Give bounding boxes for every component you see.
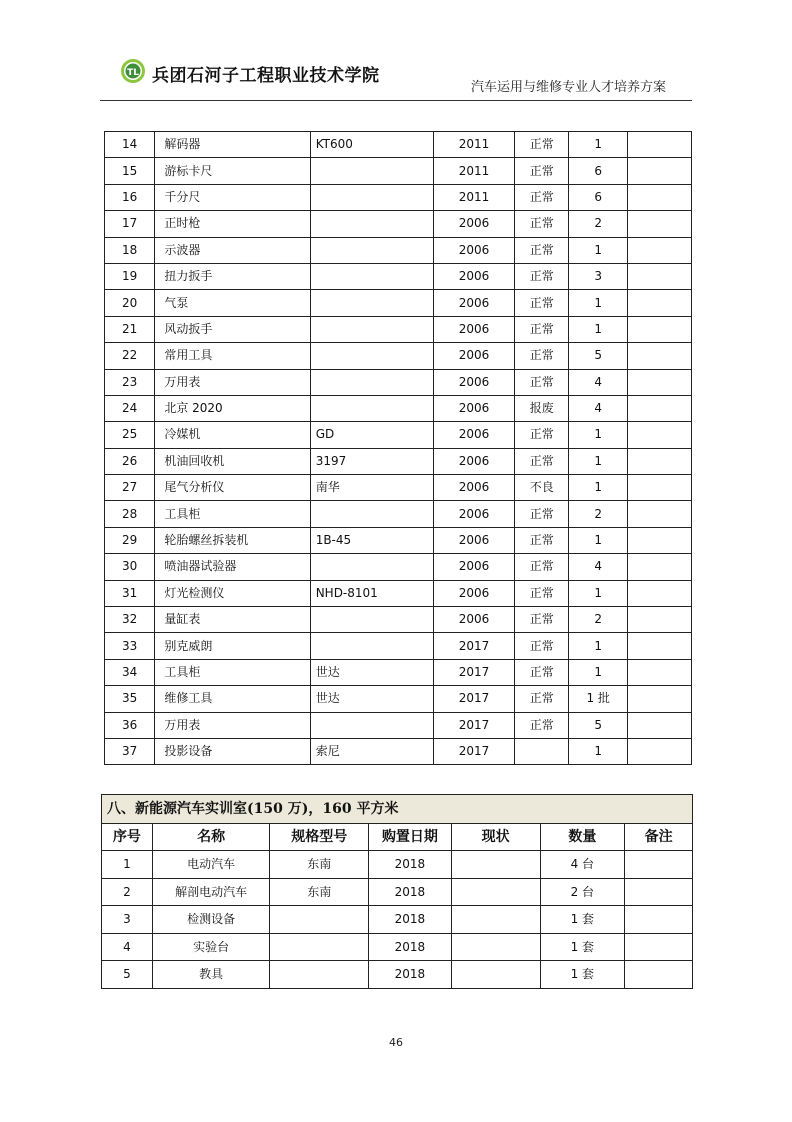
cell-qty: 1 套	[540, 933, 625, 961]
cell-name: 游标卡尺	[155, 158, 310, 184]
cell-status: 正常	[515, 290, 569, 316]
table-row	[102, 851, 693, 879]
cell-model: 索尼	[310, 738, 433, 764]
cell-note	[628, 475, 692, 501]
cell-no: 26	[105, 448, 155, 474]
cell-qty: 4	[569, 554, 628, 580]
cell-qty: 4	[569, 369, 628, 395]
cell-name: 解剖电动汽车	[152, 878, 270, 906]
cell-qty: 1	[569, 132, 628, 158]
equipment-table	[104, 131, 692, 765]
cell-qty: 5	[569, 343, 628, 369]
table-row	[105, 211, 692, 237]
table-row	[105, 395, 692, 421]
cell-model	[310, 554, 433, 580]
school-name: 兵团石河子工程职业技术学院	[152, 66, 380, 86]
cell-name: 北京 2020	[155, 395, 310, 421]
section-caption: 八、新能源汽车实训室(150 万)，160 平方米	[102, 795, 693, 824]
page-header	[100, 52, 692, 101]
cell-model: GD	[310, 422, 433, 448]
cell-note	[628, 184, 692, 210]
cell-status: 正常	[515, 422, 569, 448]
cell-status: 正常	[515, 712, 569, 738]
cell-model	[310, 501, 433, 527]
cell-no: 22	[105, 343, 155, 369]
cell-date: 2018	[369, 906, 452, 934]
cell-model	[310, 712, 433, 738]
cell-year: 2011	[433, 158, 515, 184]
cell-note	[625, 851, 693, 879]
cell-year: 2006	[433, 448, 515, 474]
cell-status: 不良	[515, 475, 569, 501]
cell-name: 万用表	[155, 712, 310, 738]
cell-name: 机油回收机	[155, 448, 310, 474]
new-energy-lab-table	[101, 794, 693, 989]
cell-note	[625, 878, 693, 906]
cell-status: 正常	[515, 132, 569, 158]
table-row	[105, 237, 692, 263]
cell-model: KT600	[310, 132, 433, 158]
cell-year: 2017	[433, 712, 515, 738]
cell-model	[310, 316, 433, 342]
cell-qty: 4	[569, 395, 628, 421]
cell-name: 扭力扳手	[155, 263, 310, 289]
cell-note	[628, 290, 692, 316]
table-row	[105, 554, 692, 580]
cell-qty: 2	[569, 607, 628, 633]
cell-status	[451, 906, 540, 934]
cell-status: 正常	[515, 659, 569, 685]
cell-name: 灯光检测仪	[155, 580, 310, 606]
cell-qty: 2	[569, 501, 628, 527]
cell-model	[310, 395, 433, 421]
cell-year: 2017	[433, 659, 515, 685]
cell-note	[628, 633, 692, 659]
cell-name: 工具柜	[155, 501, 310, 527]
cell-year: 2006	[433, 395, 515, 421]
cell-year: 2011	[433, 132, 515, 158]
cell-note	[628, 158, 692, 184]
cell-status: 正常	[515, 501, 569, 527]
cell-date: 2018	[369, 878, 452, 906]
cell-name: 别克威朗	[155, 633, 310, 659]
cell-status: 正常	[515, 369, 569, 395]
cell-note	[625, 933, 693, 961]
cell-note	[628, 448, 692, 474]
cell-status: 正常	[515, 607, 569, 633]
cell-qty: 1	[569, 422, 628, 448]
cell-year: 2017	[433, 686, 515, 712]
cell-note	[628, 527, 692, 553]
cell-status	[451, 851, 540, 879]
table-row	[105, 580, 692, 606]
cell-name: 喷油器试验器	[155, 554, 310, 580]
cell-status: 报废	[515, 395, 569, 421]
cell-year: 2006	[433, 554, 515, 580]
cell-year: 2006	[433, 343, 515, 369]
cell-no: 37	[105, 738, 155, 764]
cell-qty: 2	[569, 211, 628, 237]
cell-qty: 3	[569, 263, 628, 289]
cell-status: 正常	[515, 580, 569, 606]
cell-no: 27	[105, 475, 155, 501]
table-row	[105, 686, 692, 712]
cell-note	[628, 422, 692, 448]
cell-name: 维修工具	[155, 686, 310, 712]
cell-note	[628, 211, 692, 237]
cell-qty: 1	[569, 659, 628, 685]
cell-name: 常用工具	[155, 343, 310, 369]
table-row	[105, 448, 692, 474]
cell-note	[628, 554, 692, 580]
cell-no: 30	[105, 554, 155, 580]
cell-year: 2006	[433, 527, 515, 553]
cell-no: 35	[105, 686, 155, 712]
table-header-row	[102, 824, 693, 851]
table-row	[105, 263, 692, 289]
cell-status: 正常	[515, 211, 569, 237]
cell-no: 31	[105, 580, 155, 606]
table-row	[105, 184, 692, 210]
cell-qty: 1	[569, 580, 628, 606]
cell-status: 正常	[515, 343, 569, 369]
cell-qty: 1	[569, 290, 628, 316]
header-qty: 数量	[540, 824, 625, 851]
header-status: 现状	[451, 824, 540, 851]
cell-note	[628, 369, 692, 395]
table-row	[105, 475, 692, 501]
table-row	[105, 369, 692, 395]
cell-qty: 5	[569, 712, 628, 738]
cell-no: 25	[105, 422, 155, 448]
header-name: 名称	[152, 824, 270, 851]
cell-no: 15	[105, 158, 155, 184]
cell-status: 正常	[515, 237, 569, 263]
cell-no: 36	[105, 712, 155, 738]
cell-no: 21	[105, 316, 155, 342]
cell-model	[310, 237, 433, 263]
cell-qty: 1 批	[569, 686, 628, 712]
cell-name: 电动汽车	[152, 851, 270, 879]
logo-text: TL	[127, 68, 139, 78]
cell-date: 2018	[369, 961, 452, 989]
cell-date: 2018	[369, 851, 452, 879]
cell-note	[628, 501, 692, 527]
cell-name: 千分尺	[155, 184, 310, 210]
cell-no: 2	[102, 878, 153, 906]
cell-model: 东南	[270, 878, 369, 906]
cell-status	[451, 878, 540, 906]
header-model: 规格型号	[270, 824, 369, 851]
cell-qty: 1	[569, 448, 628, 474]
cell-note	[628, 132, 692, 158]
cell-note	[625, 961, 693, 989]
cell-name: 气泵	[155, 290, 310, 316]
cell-model	[270, 906, 369, 934]
cell-status: 正常	[515, 527, 569, 553]
cell-status: 正常	[515, 316, 569, 342]
table-row	[105, 132, 692, 158]
table-row	[105, 659, 692, 685]
cell-year: 2006	[433, 237, 515, 263]
cell-no: 5	[102, 961, 153, 989]
cell-model: NHD-8101	[310, 580, 433, 606]
cell-name: 示波器	[155, 237, 310, 263]
cell-model	[310, 607, 433, 633]
cell-date: 2018	[369, 933, 452, 961]
cell-model	[310, 158, 433, 184]
cell-note	[628, 343, 692, 369]
cell-no: 33	[105, 633, 155, 659]
school-logo-icon	[120, 58, 146, 84]
cell-status: 正常	[515, 184, 569, 210]
cell-no: 18	[105, 237, 155, 263]
table-row	[105, 712, 692, 738]
cell-name: 万用表	[155, 369, 310, 395]
cell-model: 南华	[310, 475, 433, 501]
cell-status: 正常	[515, 448, 569, 474]
cell-note	[628, 607, 692, 633]
table-row	[105, 527, 692, 553]
cell-name: 风动扳手	[155, 316, 310, 342]
cell-no: 19	[105, 263, 155, 289]
cell-model: 1B-45	[310, 527, 433, 553]
cell-year: 2006	[433, 290, 515, 316]
cell-year: 2011	[433, 184, 515, 210]
cell-no: 32	[105, 607, 155, 633]
header-note: 备注	[625, 824, 693, 851]
page-number: 46	[389, 1036, 403, 1049]
cell-no: 28	[105, 501, 155, 527]
cell-status	[451, 933, 540, 961]
cell-note	[628, 712, 692, 738]
table-row	[105, 633, 692, 659]
cell-status	[451, 961, 540, 989]
table-row	[102, 878, 693, 906]
table-row	[105, 501, 692, 527]
cell-status: 正常	[515, 263, 569, 289]
cell-note	[628, 580, 692, 606]
cell-model	[310, 343, 433, 369]
cell-name: 量缸表	[155, 607, 310, 633]
cell-year: 2006	[433, 501, 515, 527]
cell-no: 1	[102, 851, 153, 879]
cell-name: 检测设备	[152, 906, 270, 934]
cell-year: 2006	[433, 607, 515, 633]
cell-qty: 1	[569, 738, 628, 764]
header-no: 序号	[102, 824, 153, 851]
table-row	[105, 343, 692, 369]
table-row	[102, 933, 693, 961]
table-row	[105, 422, 692, 448]
cell-status: 正常	[515, 158, 569, 184]
cell-model: 东南	[270, 851, 369, 879]
cell-qty: 1	[569, 633, 628, 659]
cell-name: 实验台	[152, 933, 270, 961]
table-row	[105, 607, 692, 633]
cell-year: 2006	[433, 316, 515, 342]
cell-qty: 1	[569, 527, 628, 553]
cell-status: 正常	[515, 686, 569, 712]
cell-name: 工具柜	[155, 659, 310, 685]
cell-status	[515, 738, 569, 764]
cell-no: 3	[102, 906, 153, 934]
cell-model	[310, 211, 433, 237]
cell-qty: 1	[569, 316, 628, 342]
cell-name: 尾气分析仪	[155, 475, 310, 501]
cell-note	[628, 738, 692, 764]
cell-model	[310, 184, 433, 210]
cell-year: 2006	[433, 211, 515, 237]
cell-year: 2006	[433, 580, 515, 606]
cell-status: 正常	[515, 554, 569, 580]
cell-qty: 2 台	[540, 878, 625, 906]
cell-status: 正常	[515, 633, 569, 659]
cell-qty: 1	[569, 237, 628, 263]
cell-qty: 4 台	[540, 851, 625, 879]
cell-year: 2006	[433, 422, 515, 448]
cell-year: 2017	[433, 738, 515, 764]
cell-name: 轮胎螺丝拆装机	[155, 527, 310, 553]
cell-model	[270, 933, 369, 961]
table-row	[105, 316, 692, 342]
cell-qty: 1 套	[540, 906, 625, 934]
cell-name: 投影设备	[155, 738, 310, 764]
table-row	[105, 158, 692, 184]
cell-year: 2006	[433, 263, 515, 289]
cell-no: 23	[105, 369, 155, 395]
cell-name: 解码器	[155, 132, 310, 158]
cell-qty: 1 套	[540, 961, 625, 989]
cell-model	[310, 263, 433, 289]
cell-model	[310, 290, 433, 316]
cell-qty: 6	[569, 184, 628, 210]
cell-note	[628, 686, 692, 712]
cell-note	[628, 659, 692, 685]
cell-name: 冷媒机	[155, 422, 310, 448]
cell-note	[628, 395, 692, 421]
cell-year: 2017	[433, 633, 515, 659]
cell-model: 世达	[310, 686, 433, 712]
cell-note	[628, 237, 692, 263]
cell-qty: 6	[569, 158, 628, 184]
cell-note	[628, 263, 692, 289]
table-row	[105, 290, 692, 316]
cell-model	[310, 369, 433, 395]
cell-no: 14	[105, 132, 155, 158]
cell-no: 16	[105, 184, 155, 210]
cell-model: 3197	[310, 448, 433, 474]
cell-no: 4	[102, 933, 153, 961]
cell-note	[628, 316, 692, 342]
cell-name: 教具	[152, 961, 270, 989]
cell-no: 34	[105, 659, 155, 685]
document-title: 汽车运用与维修专业人才培养方案	[470, 80, 666, 95]
table-row	[105, 738, 692, 764]
cell-year: 2006	[433, 369, 515, 395]
cell-name: 正时枪	[155, 211, 310, 237]
cell-note	[625, 906, 693, 934]
table-row	[102, 961, 693, 989]
cell-no: 20	[105, 290, 155, 316]
header-date: 购置日期	[369, 824, 452, 851]
cell-year: 2006	[433, 475, 515, 501]
cell-no: 29	[105, 527, 155, 553]
cell-no: 17	[105, 211, 155, 237]
cell-model: 世达	[310, 659, 433, 685]
cell-qty: 1	[569, 475, 628, 501]
table-row	[102, 906, 693, 934]
cell-model	[310, 633, 433, 659]
cell-no: 24	[105, 395, 155, 421]
cell-model	[270, 961, 369, 989]
